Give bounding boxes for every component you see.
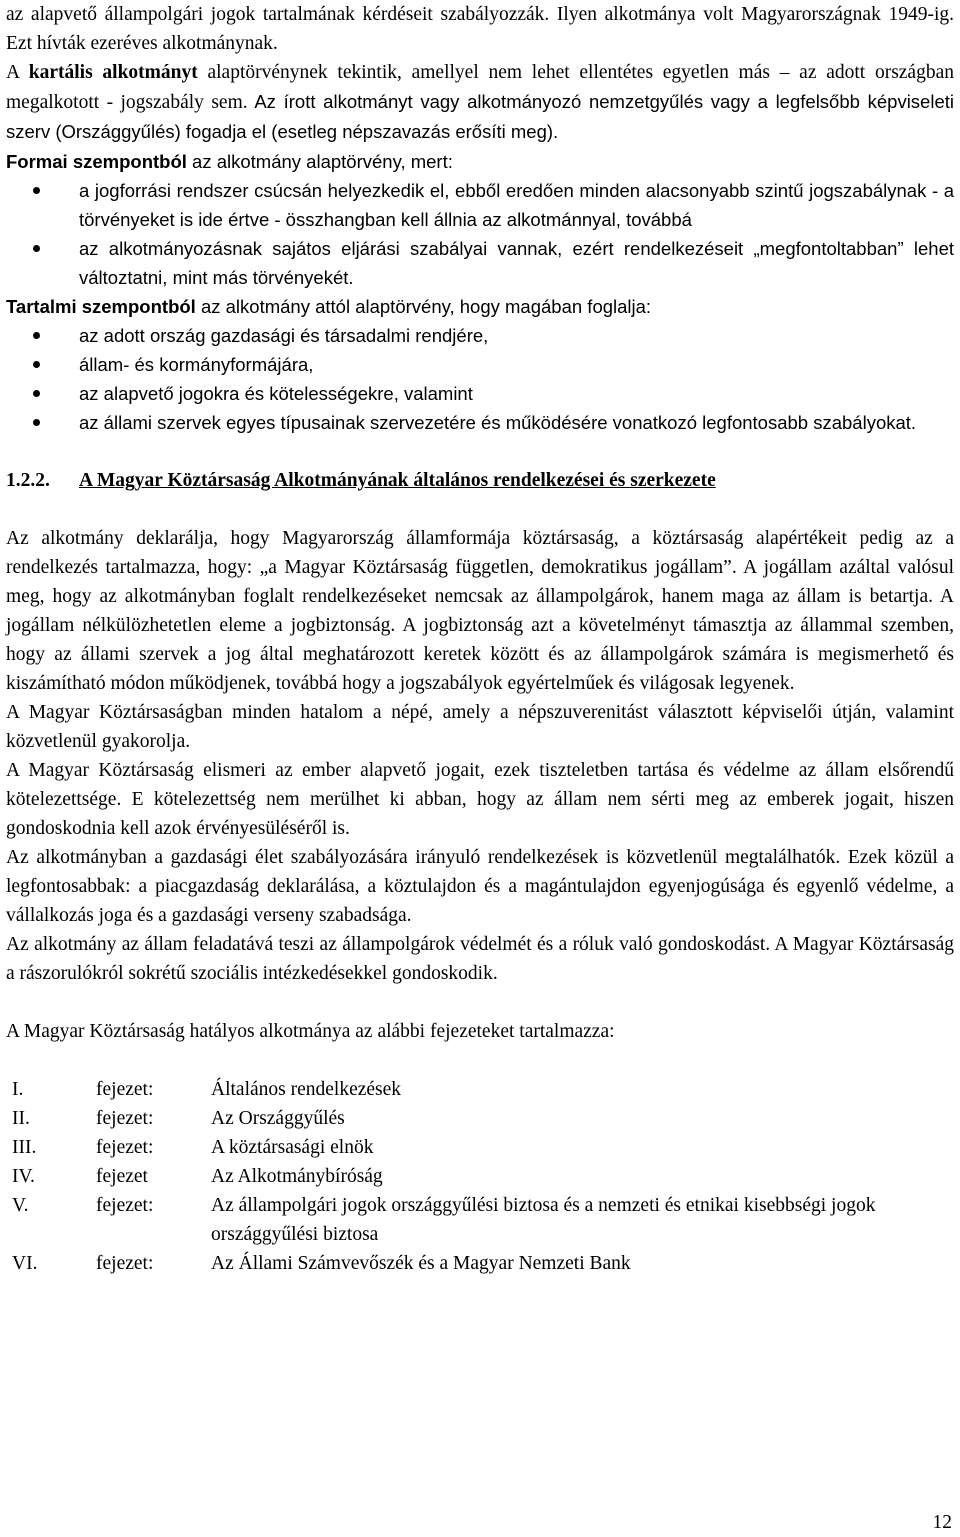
table-row: I. fejezet: Általános rendelkezések <box>12 1079 402 1100</box>
formal-lead: Formai szempontból az alkotmány alaptörvény, mert: <box>6 151 453 172</box>
section-heading <box>6 466 954 495</box>
kartalis-term: kartális alkotmányt <box>28 62 198 83</box>
document-page <box>6 0 954 1278</box>
list-item: a jogforrási rendszer csúcsán helyezkedik el, ebből eredően minden alacsonyabb szintű jogszabálynak - a törvényeket is ide értve - összhangban kell állnia az alkotmánnyal, továbbá <box>6 176 954 234</box>
list-item: az állami szervek egyes típusainak szervezetére és működésére vonatkozó legfontosabb szabályokat. <box>6 408 954 437</box>
list-item: az alkotmányozásnak sajátos eljárási szabályai vannak, ezért rendelkezéseit „megfontoltabban” lehet változtatni, mint más törvényekét. <box>6 234 954 292</box>
list-item: az adott ország gazdasági és társadalmi rendjére, <box>6 321 954 350</box>
intro-continuation: az alapvető állampolgári jogok tartalmának kérdéseit szabályozzák. Ilyen alkotmánya volt Magyarországnak 1949-ig. Ezt hívták ezeréves alkotmánynak. <box>6 4 954 54</box>
section-number: 1.2.2. <box>6 470 50 491</box>
table-row: IV. fejezet Az Alkotmánybíróság <box>12 1166 383 1187</box>
table-row: V. fejezet: Az állampolgári jogok országgyűlési biztosa és a nemzeti és etnikai kisebbségi jogok országgyűlési biztosa <box>12 1195 876 1245</box>
formal-term: Formai szempontból <box>6 151 187 172</box>
table-row: II. fejezet: Az Országgyűlés <box>12 1108 345 1129</box>
body-paragraph: Az alkotmány az állam feladatává teszi az állampolgárok védelmét és a róluk való gondoskodást. A Magyar Köztársaság a rászorulókról sokrétű szociális intézkedésekkel gondoskodik. <box>6 934 954 984</box>
body-paragraph: A Magyar Köztársaságban minden hatalom a népé, amely a népszuverenitást választott képviselői útján, valamint közvetlenül gyakorolja. <box>6 702 954 752</box>
page-number: 12 <box>932 1512 952 1533</box>
list-item: állam- és kormányformájára, <box>6 350 954 379</box>
written-constitution-text: Az írott alkotmányt vagy alkotmányozó nemzetgyűlés vagy a legfelsőbb képviseleti szerv (Országgyűlés) fogadja el (esetleg népszavazás erősíti meg). <box>6 91 954 142</box>
body-paragraph: Az alkotmány deklarálja, hogy Magyarország államformája köztársaság, a köztársaság alapértékeit pedig az a rendelkezés tartalmazza, hogy: „a Magyar Köztársaság független, demokratikus jogállam”. A jogállam azáltal valósul meg, hogy az alkotmányban foglalt rendelkezéseket nemcsak az állampolgárok, hanem maga az állam is betartja. A jogállam nélkülözhetetlen eleme a jogbiztonság. A jogbiztonság azt a követelményt támasztja az állammal szemben, hogy az állami szervek a jog által meghatározott keretek között és az állampolgárok számára is megismerhető és kiszámítható módon működjenek, továbbá hogy a jogszabályok egyértelműek és világosak legyenek. <box>6 528 954 694</box>
formal-list <box>6 176 954 292</box>
content-term: Tartalmi szempontból <box>6 296 196 317</box>
section-title: A Magyar Köztársaság Alkotmányának általános rendelkezései és szerkezete <box>79 470 716 491</box>
list-item: az alapvető jogokra és kötelességekre, valamint <box>6 379 954 408</box>
kartalis-paragraph: A kartális alkotmányt alaptörvénynek tekintik, amellyel nem lehet ellentétes egyetlen más – az adott országban megalkotott - jogszabály sem. Az írott alkotmányt vagy alkotmányozó nemzetgyűlés vagy a legfelsőbb képviseleti szerv (Országgyűlés) fogadja el (esetleg népszavazás erősíti meg). <box>6 62 954 142</box>
table-row: III. fejezet: A köztársasági elnök <box>12 1137 374 1158</box>
table-row: VI. fejezet: Az Állami Számvevőszék és a Magyar Nemzeti Bank <box>12 1253 631 1274</box>
chapter-list <box>6 1075 954 1278</box>
body-paragraph: Az alkotmányban a gazdasági élet szabályozására irányuló rendelkezések is közvetlenül megtalálhatók. Ezek közül a legfontosabbak: a piacgazdaság deklarálása, a köztulajdon és a magántulajdon egyenjogúsága és egyenlő védelme, a vállalkozás joga és a gazdasági verseny szabadsága. <box>6 847 954 926</box>
content-lead: Tartalmi szempontból az alkotmány attól alaptörvény, hogy magában foglalja: <box>6 296 652 317</box>
toc-intro: A Magyar Köztársaság hatályos alkotmánya az alábbi fejezeteket tartalmazza: <box>6 1021 615 1042</box>
body-paragraph: A Magyar Köztársaság elismeri az ember alapvető jogait, ezek tiszteletben tartása és védelme az állam elsőrendű kötelezettsége. E kötelezettség nem merülhet ki abban, hogy az állam nem sérti meg az emberek jogait, hiszen gondoskodnia kell azok érvényesüléséről is. <box>6 760 954 839</box>
content-list <box>6 321 954 437</box>
